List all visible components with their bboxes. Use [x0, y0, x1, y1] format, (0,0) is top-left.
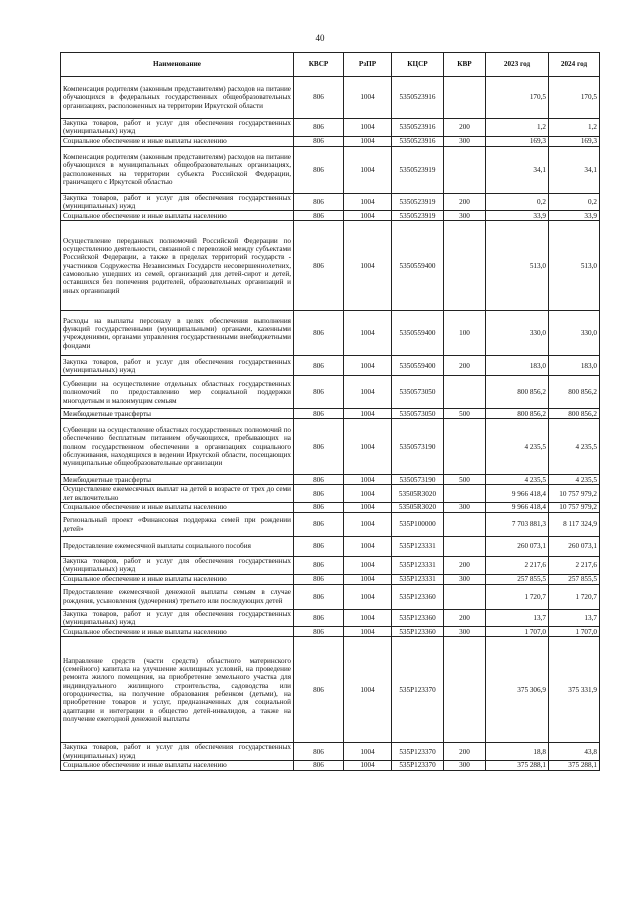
row-rzpr: 1004 — [344, 211, 392, 221]
row-name: Социальное обеспечение и иные выплаты населению — [61, 574, 294, 584]
row-kvr — [444, 537, 486, 557]
row-2023: 18,8 — [486, 743, 549, 761]
row-kvr — [444, 419, 486, 475]
row-2023: 4 235,5 — [486, 475, 549, 485]
row-name: Социальное обеспечение и иные выплаты населению — [61, 136, 294, 146]
row-rzpr: 1004 — [344, 356, 392, 376]
row-name: Компенсация родителям (законным представителям) расходов на питание обучающихся в муниципальных общеобразовательных организациях, расположенных на территории субъекта Российской Федерации, граничащего с Иркутской областью — [61, 146, 294, 193]
table-row — [61, 146, 600, 193]
row-name: Закупка товаров, работ и услуг для обеспечения государственных (муниципальных) нужд — [61, 557, 294, 575]
row-name: Закупка товаров, работ и услуг для обеспечения государственных (муниципальных) нужд — [61, 356, 294, 376]
row-2024: 183,0 — [549, 356, 600, 376]
row-kvr: 100 — [444, 311, 486, 356]
row-kcsr: 5350523916 — [392, 119, 444, 137]
row-kvsr: 806 — [294, 584, 344, 609]
row-2024: 800 856,2 — [549, 409, 600, 419]
row-kcsr: 53505R3020 — [392, 485, 444, 503]
row-2023: 169,3 — [486, 136, 549, 146]
row-kcsr: 535P123331 — [392, 537, 444, 557]
row-kcsr: 5350523916 — [392, 77, 444, 119]
row-2024: 1 720,7 — [549, 584, 600, 609]
row-2024: 260 073,1 — [549, 537, 600, 557]
row-kvsr: 806 — [294, 146, 344, 193]
row-name: Закупка товаров, работ и услуг для обеспечения государственных (муниципальных) нужд — [61, 609, 294, 627]
row-kcsr: 535P123370 — [392, 743, 444, 761]
table-header-row — [61, 53, 600, 77]
row-rzpr: 1004 — [344, 475, 392, 485]
table-row — [61, 356, 600, 376]
row-2024: 170,5 — [549, 77, 600, 119]
row-rzpr: 1004 — [344, 537, 392, 557]
table-row — [61, 574, 600, 584]
row-2024: 1,2 — [549, 119, 600, 137]
row-name: Закупка товаров, работ и услуг для обеспечения государственных (муниципальных) нужд — [61, 743, 294, 761]
row-kvsr: 806 — [294, 311, 344, 356]
row-kvsr: 806 — [294, 119, 344, 137]
row-2024: 34,1 — [549, 146, 600, 193]
row-kcsr: 535P123331 — [392, 574, 444, 584]
row-kvr — [444, 485, 486, 503]
row-kcsr: 535P123360 — [392, 609, 444, 627]
table-row — [61, 609, 600, 627]
row-2023: 375 306,9 — [486, 637, 549, 743]
row-kvr: 200 — [444, 119, 486, 137]
row-name: Закупка товаров, работ и услуг для обеспечения государственных (муниципальных) нужд — [61, 119, 294, 137]
row-rzpr: 1004 — [344, 376, 392, 409]
row-name: Расходы на выплаты персоналу в целях обеспечения выполнения функций государственными (муниципальными) органами, казенными учреждениями, органами управления государственными внебюджетными фондами — [61, 311, 294, 356]
row-kvr: 500 — [444, 475, 486, 485]
table-row — [61, 409, 600, 419]
header-kcsr: КЦСР — [392, 53, 444, 77]
row-2023: 33,9 — [486, 211, 549, 221]
table-row — [61, 557, 600, 575]
row-rzpr: 1004 — [344, 609, 392, 627]
table-row — [61, 311, 600, 356]
row-2023: 9 966 418,4 — [486, 485, 549, 503]
budget-table — [60, 52, 600, 771]
row-kvsr: 806 — [294, 211, 344, 221]
row-2023: 1,2 — [486, 119, 549, 137]
row-kvr: 200 — [444, 557, 486, 575]
row-name: Социальное обеспечение и иные выплаты населению — [61, 761, 294, 771]
table-row — [61, 627, 600, 637]
row-2024: 33,9 — [549, 211, 600, 221]
row-2024: 800 856,2 — [549, 376, 600, 409]
row-2024: 10 757 979,2 — [549, 485, 600, 503]
header-rzpr: РзПР — [344, 53, 392, 77]
row-rzpr: 1004 — [344, 627, 392, 637]
row-2024: 10 757 979,2 — [549, 503, 600, 513]
header-kvsr: КВСР — [294, 53, 344, 77]
row-kcsr: 535P100000 — [392, 513, 444, 537]
row-name: Компенсация родителям (законным представителям) расходов на питание обучающихся в федеральных государственных общеобразовательных организациях, расположенных на территории Иркутской области — [61, 77, 294, 119]
table-row — [61, 376, 600, 409]
header-name: Наименование — [61, 53, 294, 77]
row-kvr: 300 — [444, 211, 486, 221]
row-rzpr: 1004 — [344, 637, 392, 743]
row-rzpr: 1004 — [344, 311, 392, 356]
row-kvsr: 806 — [294, 409, 344, 419]
row-kcsr: 535P123370 — [392, 637, 444, 743]
row-rzpr: 1004 — [344, 557, 392, 575]
row-kvr: 500 — [444, 409, 486, 419]
table-row — [61, 485, 600, 503]
table-row — [61, 211, 600, 221]
row-2023: 170,5 — [486, 77, 549, 119]
row-rzpr: 1004 — [344, 743, 392, 761]
row-kvr: 300 — [444, 627, 486, 637]
row-kvr — [444, 146, 486, 193]
row-2023: 800 856,2 — [486, 376, 549, 409]
row-kvr — [444, 77, 486, 119]
row-kvsr: 806 — [294, 537, 344, 557]
row-kvsr: 806 — [294, 136, 344, 146]
row-kvsr: 806 — [294, 513, 344, 537]
row-kcsr: 5350523919 — [392, 146, 444, 193]
table-row — [61, 637, 600, 743]
row-kvr — [444, 221, 486, 311]
row-kvr: 300 — [444, 761, 486, 771]
row-2023: 1 707,0 — [486, 627, 549, 637]
row-rzpr: 1004 — [344, 136, 392, 146]
row-kvsr: 806 — [294, 627, 344, 637]
row-2023: 330,0 — [486, 311, 549, 356]
row-2024: 375 288,1 — [549, 761, 600, 771]
row-2023: 183,0 — [486, 356, 549, 376]
row-name: Социальное обеспечение и иные выплаты населению — [61, 211, 294, 221]
row-kcsr: 5350559400 — [392, 311, 444, 356]
row-2023: 2 217,6 — [486, 557, 549, 575]
row-kcsr: 535P123331 — [392, 557, 444, 575]
row-kvr: 200 — [444, 743, 486, 761]
row-kvsr: 806 — [294, 637, 344, 743]
row-kcsr: 5350559400 — [392, 356, 444, 376]
row-rzpr: 1004 — [344, 419, 392, 475]
table-row — [61, 503, 600, 513]
row-name: Осуществление переданных полномочий Российской Федерации по осуществлению деятельности, связанной с перевозкой между субъектами Российской Федерации, а также в пределах территорий государств - участников Содружества Независимых Государств несовершеннолетних, самовольно ушедших из семей, организаций для детей-сирот и детей, оставшихся без попечения родителей, образовательных организаций и иных организаций — [61, 221, 294, 311]
row-kcsr: 535P123360 — [392, 627, 444, 637]
row-2024: 330,0 — [549, 311, 600, 356]
row-2024: 43,8 — [549, 743, 600, 761]
row-kvsr: 806 — [294, 77, 344, 119]
row-kcsr: 535P123370 — [392, 761, 444, 771]
row-name: Осуществление ежемесячных выплат на детей в возрасте от трех до семи лет включительно — [61, 485, 294, 503]
row-kvsr: 806 — [294, 557, 344, 575]
row-rzpr: 1004 — [344, 485, 392, 503]
row-kcsr: 5350523916 — [392, 136, 444, 146]
table-row — [61, 537, 600, 557]
table-row — [61, 761, 600, 771]
row-kvsr: 806 — [294, 419, 344, 475]
row-kvsr: 806 — [294, 475, 344, 485]
row-name: Предоставление ежемесячной денежной выплаты семьям в случае рождения, усыновления (удочерения) третьего или последующих детей — [61, 584, 294, 609]
table-row — [61, 119, 600, 137]
table-row — [61, 743, 600, 761]
header-2023: 2023 год — [486, 53, 549, 77]
row-name: Предоставление ежемесячной выплаты социального пособия — [61, 537, 294, 557]
row-2024: 513,0 — [549, 221, 600, 311]
row-2024: 2 217,6 — [549, 557, 600, 575]
row-2023: 513,0 — [486, 221, 549, 311]
row-2023: 260 073,1 — [486, 537, 549, 557]
row-name: Закупка товаров, работ и услуг для обеспечения государственных (муниципальных) нужд — [61, 193, 294, 211]
row-kcsr: 5350523919 — [392, 193, 444, 211]
row-2023: 4 235,5 — [486, 419, 549, 475]
page-number: 40 — [315, 33, 325, 43]
row-kvsr: 806 — [294, 376, 344, 409]
row-kvr — [444, 584, 486, 609]
row-rzpr: 1004 — [344, 574, 392, 584]
row-2024: 4 235,5 — [549, 419, 600, 475]
row-2023: 13,7 — [486, 609, 549, 627]
row-kvr: 200 — [444, 356, 486, 376]
header-kvr: КВР — [444, 53, 486, 77]
table-row — [61, 513, 600, 537]
row-2024: 1 707,0 — [549, 627, 600, 637]
row-kvsr: 806 — [294, 743, 344, 761]
row-kvr: 300 — [444, 574, 486, 584]
row-2024: 0,2 — [549, 193, 600, 211]
table-row — [61, 584, 600, 609]
row-kvsr: 806 — [294, 193, 344, 211]
row-kvsr: 806 — [294, 221, 344, 311]
row-kcsr: 5350573050 — [392, 376, 444, 409]
row-kvr: 200 — [444, 609, 486, 627]
row-rzpr: 1004 — [344, 119, 392, 137]
table-row — [61, 193, 600, 211]
row-2024: 169,3 — [549, 136, 600, 146]
row-name: Межбюджетные трансферты — [61, 475, 294, 485]
row-kvr — [444, 637, 486, 743]
table-row — [61, 475, 600, 485]
row-rzpr: 1004 — [344, 513, 392, 537]
row-rzpr: 1004 — [344, 193, 392, 211]
header-2024: 2024 год — [549, 53, 600, 77]
row-rzpr: 1004 — [344, 503, 392, 513]
row-kvr: 200 — [444, 193, 486, 211]
row-2024: 13,7 — [549, 609, 600, 627]
row-name: Социальное обеспечение и иные выплаты населению — [61, 627, 294, 637]
row-2023: 7 703 881,3 — [486, 513, 549, 537]
row-2023: 9 966 418,4 — [486, 503, 549, 513]
row-kcsr: 5350573050 — [392, 409, 444, 419]
row-rzpr: 1004 — [344, 761, 392, 771]
row-2024: 4 235,5 — [549, 475, 600, 485]
row-kcsr: 5350573190 — [392, 475, 444, 485]
row-2024: 257 855,5 — [549, 574, 600, 584]
row-rzpr: 1004 — [344, 584, 392, 609]
row-kcsr: 5350523919 — [392, 211, 444, 221]
row-2023: 800 856,2 — [486, 409, 549, 419]
row-kcsr: 5350559400 — [392, 221, 444, 311]
row-kvr: 300 — [444, 503, 486, 513]
row-kvsr: 806 — [294, 609, 344, 627]
row-kvsr: 806 — [294, 761, 344, 771]
row-2023: 1 720,7 — [486, 584, 549, 609]
table-row — [61, 221, 600, 311]
row-name: Направление средств (части средств) областного материнского (семейного) капитала на улучшение жилищных условий, на проведение ремонта жилого помещения, на приобретение земельного участка для индивидуального жилищного строительства, садоводства или огородничества, на получение образования ребенком (детьми), на приобретение товаров и услуг, предназначенных для социальной адаптации и интеграции в общество детей-инвалидов, а также на получение ежегодной денежной выплаты — [61, 637, 294, 743]
row-2023: 257 855,5 — [486, 574, 549, 584]
row-rzpr: 1004 — [344, 146, 392, 193]
row-2023: 375 288,1 — [486, 761, 549, 771]
row-2024: 375 331,9 — [549, 637, 600, 743]
row-rzpr: 1004 — [344, 77, 392, 119]
row-name: Субвенции на осуществление областных государственных полномочий по обеспечению бесплатным питанием обучающихся, пребывающих на полном государственном обеспечении в организациях социального обслуживания, находящихся в ведении Иркутской области, посещающих муниципальные общеобразовательные организации — [61, 419, 294, 475]
row-name: Межбюджетные трансферты — [61, 409, 294, 419]
row-kvsr: 806 — [294, 503, 344, 513]
table-row — [61, 136, 600, 146]
row-name: Социальное обеспечение и иные выплаты населению — [61, 503, 294, 513]
row-kcsr: 535P123360 — [392, 584, 444, 609]
row-kvr — [444, 513, 486, 537]
row-kcsr: 53505R3020 — [392, 503, 444, 513]
row-name: Региональный проект «Финансовая поддержка семей при рождении детей» — [61, 513, 294, 537]
row-2023: 34,1 — [486, 146, 549, 193]
table-row — [61, 77, 600, 119]
row-kvr: 300 — [444, 136, 486, 146]
row-kvsr: 806 — [294, 356, 344, 376]
row-kvsr: 806 — [294, 485, 344, 503]
row-rzpr: 1004 — [344, 221, 392, 311]
row-name: Субвенции на осуществление отдельных областных государственных полномочий по предоставлению мер социальной поддержки многодетным и малоимущим семьям — [61, 376, 294, 409]
row-2024: 8 117 324,9 — [549, 513, 600, 537]
row-kvsr: 806 — [294, 574, 344, 584]
row-rzpr: 1004 — [344, 409, 392, 419]
row-kcsr: 5350573190 — [392, 419, 444, 475]
table-row — [61, 419, 600, 475]
row-kvr — [444, 376, 486, 409]
row-2023: 0,2 — [486, 193, 549, 211]
